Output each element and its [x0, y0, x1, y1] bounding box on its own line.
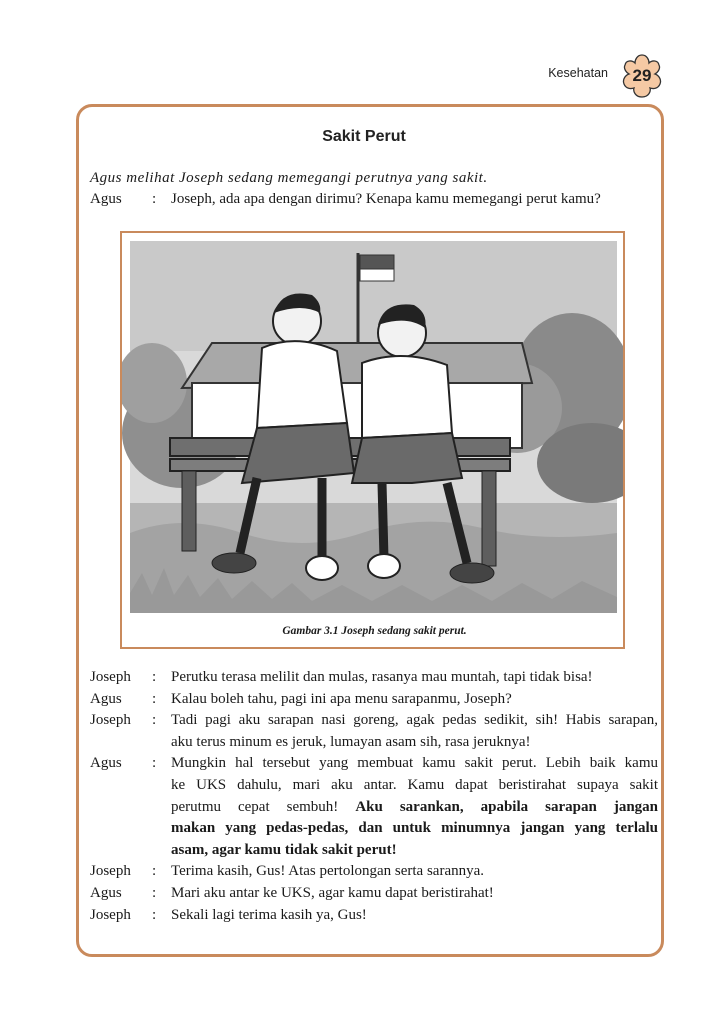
dialogue-line-cont	[90, 840, 658, 862]
colon: :	[152, 755, 157, 772]
dialogue-text: Tadi pagi aku sarapan nasi goreng, agak pedas sedikit, sih! Habis sarapan,	[171, 712, 658, 729]
dialogue-text: Terima kasih, Gus! Atas pertolongan serta sarannya.	[171, 863, 485, 880]
dialogue-line	[90, 689, 658, 711]
dialogue-text: Joseph, ada apa dengan dirimu? Kenapa kamu memegangi perut kamu?	[171, 191, 601, 207]
figure-caption: Gambar 3.1 Joseph sedang sakit perut.	[282, 625, 467, 637]
advice-text: asam, agar kamu tidak sakit perut!	[171, 841, 397, 858]
colon: :	[152, 690, 157, 707]
advice-text: Aku sarankan, apabila sarapan jangan	[355, 798, 658, 815]
dialogue-first	[90, 189, 658, 211]
speaker-name: Agus	[90, 884, 122, 901]
dialogue-text: aku terus minum es jeruk, lumayan asam sih, rasa jeruknya!	[171, 733, 531, 750]
colon: :	[152, 191, 157, 207]
colon: :	[152, 669, 157, 685]
colon: :	[152, 906, 157, 923]
page-title: Sakit Perut	[322, 128, 406, 145]
speaker-name: Agus	[90, 755, 122, 772]
speaker-name: Joseph	[90, 712, 131, 729]
dialogue-text-mixed	[171, 797, 658, 819]
dialogue-line-cont	[90, 775, 658, 797]
dialogue-line	[90, 710, 658, 732]
dialogue-line-cont	[90, 732, 658, 754]
illustration-figure	[120, 231, 625, 649]
speaker-name: Agus	[90, 191, 122, 207]
boys-on-bench-illustration	[122, 233, 625, 649]
header-section-label: Kesehatan	[548, 66, 608, 80]
dialogue-line	[90, 189, 658, 211]
speaker-name: Joseph	[90, 906, 131, 923]
dialogue-text: Mungkin hal tersebut yang membuat kamu sakit perut. Lebih baik kamu	[171, 755, 658, 772]
page-number: 29	[632, 66, 652, 85]
intro-text: Agus melihat Joseph sedang memegangi perutnya yang sakit.	[90, 170, 488, 186]
speaker-name: Joseph	[90, 863, 131, 880]
dialogue-line	[90, 905, 658, 927]
colon: :	[152, 712, 157, 729]
dialogue-text: ke UKS dahulu, mari aku antar. Kamu dapat beristirahat supaya sakit	[171, 776, 658, 793]
dialogue-line	[90, 667, 658, 689]
colon: :	[152, 884, 157, 901]
dialogue-line-cont	[90, 818, 658, 840]
dialogue-line-cont	[90, 797, 658, 819]
speaker-name: Agus	[90, 690, 122, 707]
advice-text: makan yang pedas-pedas, dan untuk minumnya jangan yang terlalu	[171, 820, 658, 837]
dialogue-list	[90, 667, 658, 926]
dialogue-text: Sekali lagi terima kasih ya, Gus!	[171, 906, 367, 923]
page-number-badge	[618, 52, 666, 100]
colon: :	[152, 863, 157, 880]
dialogue-text: perutmu cepat sembuh!	[171, 798, 356, 815]
dialogue-line	[90, 861, 658, 883]
speaker-name: Joseph	[90, 669, 131, 685]
dialogue-line	[90, 883, 658, 905]
dialogue-line	[90, 753, 658, 775]
dialogue-text: Perutku terasa melilit dan mulas, rasanya mau muntah, tapi tidak bisa!	[171, 669, 593, 685]
dialogue-text: Kalau boleh tahu, pagi ini apa menu sarapanmu, Joseph?	[171, 690, 512, 707]
dialogue-text: Mari aku antar ke UKS, agar kamu dapat beristirahat!	[171, 884, 494, 901]
